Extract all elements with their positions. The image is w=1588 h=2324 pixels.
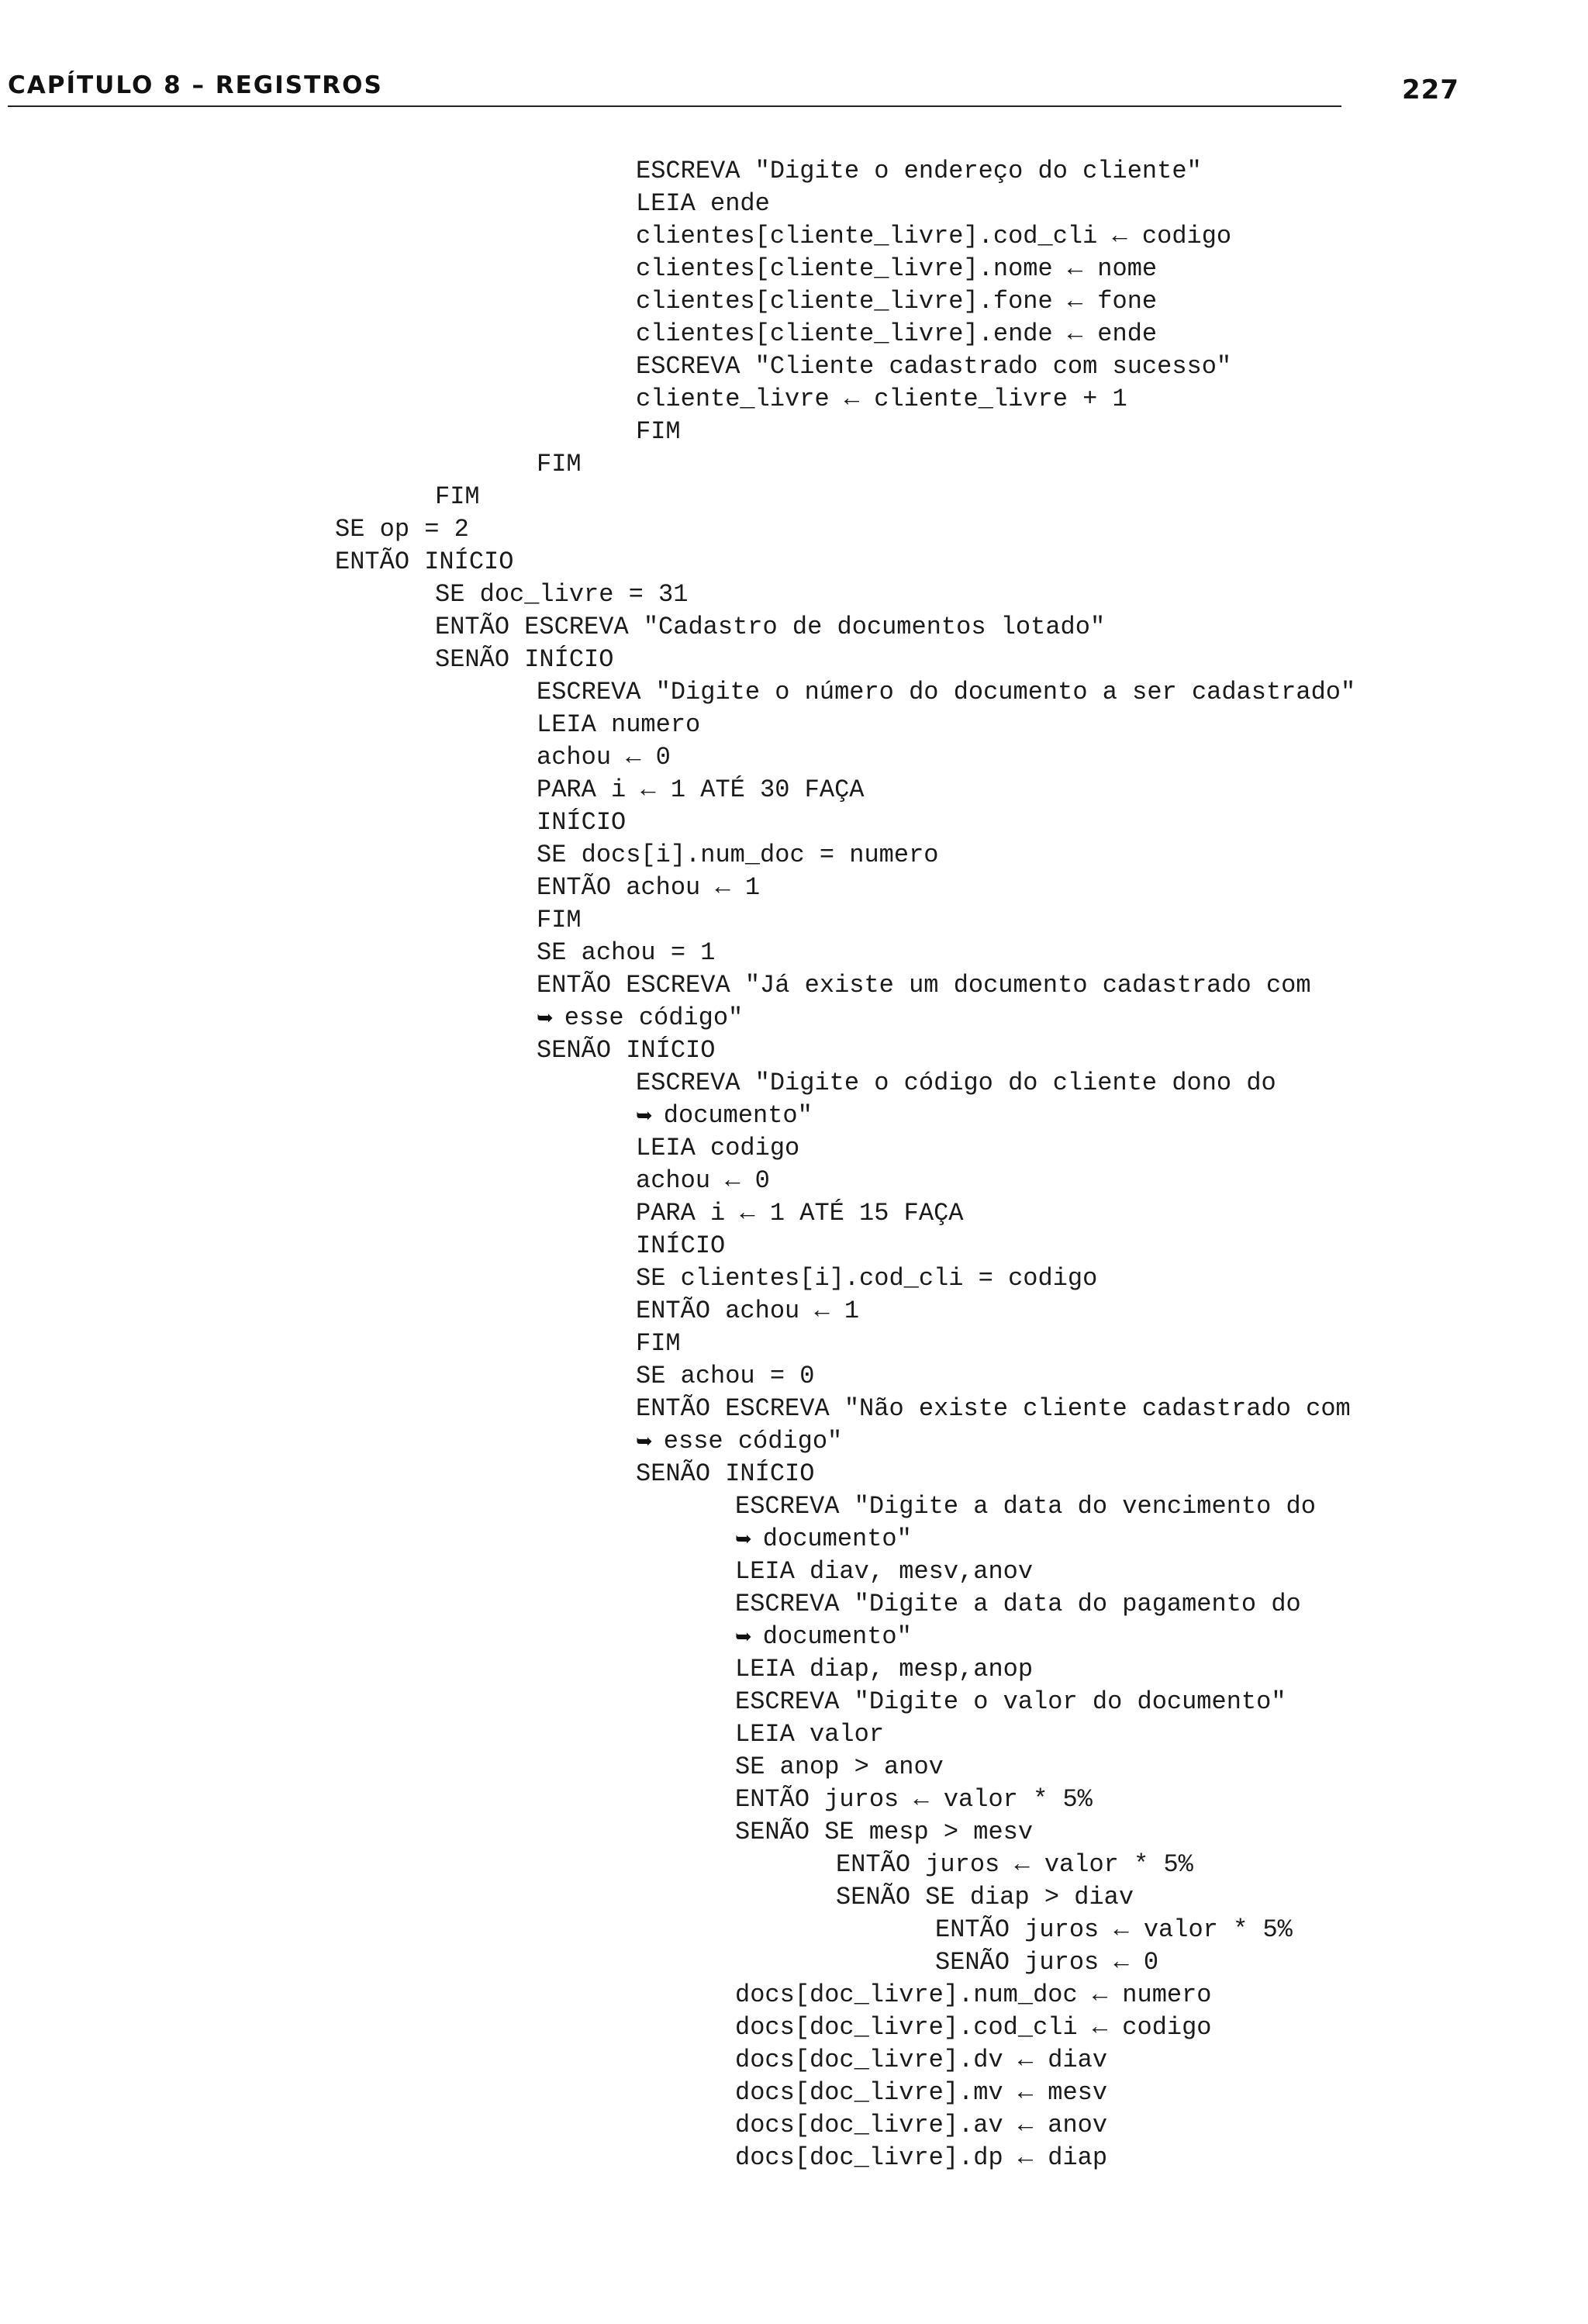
code-line	[537, 774, 864, 806]
code-line	[636, 1360, 814, 1393]
continuation-arrow-icon: ➥	[537, 1007, 554, 1030]
code-text: ENTÃO juros ← valor * 5%	[935, 1915, 1293, 1944]
code-line	[735, 1751, 944, 1784]
code-line	[435, 644, 613, 676]
code-line	[735, 2011, 1212, 2044]
code-line	[537, 1002, 743, 1034]
code-line	[636, 1262, 1097, 1295]
code-text: LEIA diav, mesv,anov	[735, 1557, 1034, 1586]
code-line	[636, 1328, 681, 1360]
code-line	[836, 1849, 1193, 1881]
code-text: INÍCIO	[636, 1231, 726, 1260]
code-line	[636, 1295, 859, 1328]
code-text: docs[doc_livre].dv ← diav	[735, 2046, 1108, 2074]
code-text: ESCREVA "Digite o endereço do cliente"	[636, 157, 1202, 185]
code-line	[636, 1067, 1276, 1100]
code-text: clientes[cliente_livre].ende ← ende	[636, 319, 1158, 348]
code-text: ENTÃO ESCREVA "Já existe um documento cadastrado com	[537, 971, 1311, 1000]
code-text: ENTÃO juros ← valor * 5%	[836, 1850, 1193, 1879]
code-line	[636, 318, 1157, 350]
continuation-arrow-icon: ➥	[636, 1430, 653, 1453]
code-line	[636, 188, 770, 220]
code-text: ENTÃO achou ← 1	[636, 1297, 860, 1325]
code-text: ESCREVA "Digite o código do cliente dono do	[636, 1069, 1276, 1097]
code-text: LEIA codigo	[636, 1134, 800, 1162]
code-line	[636, 285, 1157, 318]
code-text: SE docs[i].num_doc = numero	[537, 841, 939, 869]
code-text: FIM	[636, 417, 681, 446]
code-line	[537, 806, 626, 839]
code-text: clientes[cliente_livre].fone ← fone	[636, 287, 1158, 316]
code-text: cliente_livre ← cliente_livre + 1	[636, 385, 1127, 413]
code-text: SE achou = 1	[537, 938, 716, 967]
code-line	[636, 155, 1202, 188]
code-line	[735, 1490, 1316, 1523]
code-line	[435, 578, 688, 611]
code-line	[537, 1034, 715, 1067]
code-text: ENTÃO ESCREVA "Não existe cliente cadastrado com	[636, 1394, 1351, 1423]
code-line	[735, 1784, 1093, 1816]
code-text: esse código"	[663, 1427, 843, 1456]
code-line	[335, 546, 513, 578]
code-text: docs[doc_livre].av ← anov	[735, 2111, 1108, 2139]
code-text: SE anop > anov	[735, 1752, 944, 1781]
code-line	[735, 2109, 1107, 2142]
code-text: PARA i ← 1 ATÉ 15 FAÇA	[636, 1199, 964, 1228]
code-text: INÍCIO	[537, 808, 627, 837]
code-text: documento"	[762, 1622, 912, 1651]
code-text: FIM	[537, 450, 582, 478]
code-line	[935, 1914, 1293, 1946]
code-line	[636, 220, 1231, 253]
code-line	[537, 448, 582, 481]
code-line	[935, 1946, 1158, 1979]
code-text: SENÃO juros ← 0	[935, 1948, 1159, 1977]
code-line	[636, 1165, 770, 1197]
code-line	[636, 253, 1157, 285]
code-line	[735, 1523, 912, 1556]
code-text: achou ← 0	[636, 1166, 770, 1195]
code-line	[636, 416, 681, 448]
code-line	[636, 1132, 799, 1165]
code-line	[636, 1230, 725, 1262]
continuation-arrow-icon: ➥	[735, 1528, 752, 1551]
code-text: SENÃO INÍCIO	[636, 1459, 815, 1488]
code-line	[335, 513, 469, 546]
code-line	[537, 937, 715, 969]
code-text: FIM	[435, 482, 480, 511]
code-text: LEIA diap, mesp,anop	[735, 1655, 1034, 1683]
code-text: ESCREVA "Digite a data do pagamento do	[735, 1590, 1301, 1618]
code-line	[735, 1718, 884, 1751]
code-text: SE op = 2	[335, 515, 469, 544]
code-line	[537, 709, 700, 741]
code-line	[636, 1458, 814, 1490]
code-line	[537, 839, 938, 872]
code-text: documento"	[663, 1101, 813, 1130]
code-line	[735, 2142, 1107, 2174]
page-header	[8, 67, 1341, 107]
code-text: PARA i ← 1 ATÉ 30 FAÇA	[537, 775, 865, 804]
chapter-title: CAPÍTULO 8 – REGISTROS	[8, 71, 383, 99]
code-line	[435, 481, 480, 513]
code-line	[636, 350, 1231, 383]
code-line	[735, 1979, 1212, 2011]
code-line	[836, 1881, 1134, 1914]
code-line	[636, 383, 1127, 416]
code-text: clientes[cliente_livre].cod_cli ← codigo	[636, 222, 1232, 250]
code-text: LEIA ende	[636, 189, 770, 218]
code-line	[735, 1686, 1286, 1718]
code-text: SE doc_livre = 31	[435, 580, 689, 609]
code-line	[537, 969, 1311, 1002]
code-text: FIM	[537, 906, 582, 934]
code-text: ENTÃO INÍCIO	[335, 547, 514, 576]
code-text: SE achou = 0	[636, 1362, 815, 1390]
code-text: SENÃO SE diap > diav	[836, 1883, 1134, 1911]
code-text: ENTÃO juros ← valor * 5%	[735, 1785, 1093, 1814]
code-text: SENÃO INÍCIO	[435, 645, 614, 674]
code-text: clientes[cliente_livre].nome ← nome	[636, 254, 1158, 283]
code-line	[735, 2044, 1107, 2077]
continuation-arrow-icon: ➥	[735, 1625, 752, 1649]
code-line	[735, 2077, 1107, 2109]
code-line	[735, 1653, 1033, 1686]
code-text: documento"	[762, 1525, 912, 1553]
code-text: docs[doc_livre].num_doc ← numero	[735, 1980, 1212, 2009]
code-line	[537, 904, 582, 937]
code-text: docs[doc_livre].mv ← mesv	[735, 2078, 1108, 2107]
code-line	[636, 1100, 813, 1132]
code-text: SENÃO INÍCIO	[537, 1036, 716, 1065]
code-text: ENTÃO achou ← 1	[537, 873, 761, 902]
code-text: ESCREVA "Digite a data do vencimento do	[735, 1492, 1316, 1521]
code-line	[735, 1816, 1033, 1849]
code-line	[735, 1588, 1301, 1621]
code-text: ENTÃO ESCREVA "Cadastro de documentos lotado"	[435, 613, 1106, 641]
code-line	[636, 1393, 1351, 1425]
code-text: FIM	[636, 1329, 681, 1358]
page-number: 227	[1402, 74, 1459, 105]
code-line	[537, 872, 760, 904]
code-text: ESCREVA "Digite o valor do documento"	[735, 1687, 1286, 1716]
code-text: docs[doc_livre].cod_cli ← codigo	[735, 2013, 1212, 2042]
code-text: ESCREVA "Digite o número do documento a ser cadastrado"	[537, 678, 1356, 706]
code-line	[537, 741, 671, 774]
code-line	[735, 1556, 1033, 1588]
continuation-arrow-icon: ➥	[636, 1104, 653, 1127]
code-text: achou ← 0	[537, 743, 671, 772]
code-text: SENÃO SE mesp > mesv	[735, 1818, 1034, 1846]
code-text: ESCREVA "Cliente cadastrado com sucesso"	[636, 352, 1232, 381]
code-line	[636, 1425, 842, 1458]
code-text: LEIA valor	[735, 1720, 885, 1749]
code-line	[735, 1621, 912, 1653]
code-text: docs[doc_livre].dp ← diap	[735, 2143, 1108, 2172]
code-line	[537, 676, 1355, 709]
code-text: esse código"	[564, 1003, 744, 1032]
code-text: LEIA numero	[537, 710, 701, 739]
code-line	[636, 1197, 963, 1230]
code-text: SE clientes[i].cod_cli = codigo	[636, 1264, 1098, 1293]
code-line	[435, 611, 1105, 644]
